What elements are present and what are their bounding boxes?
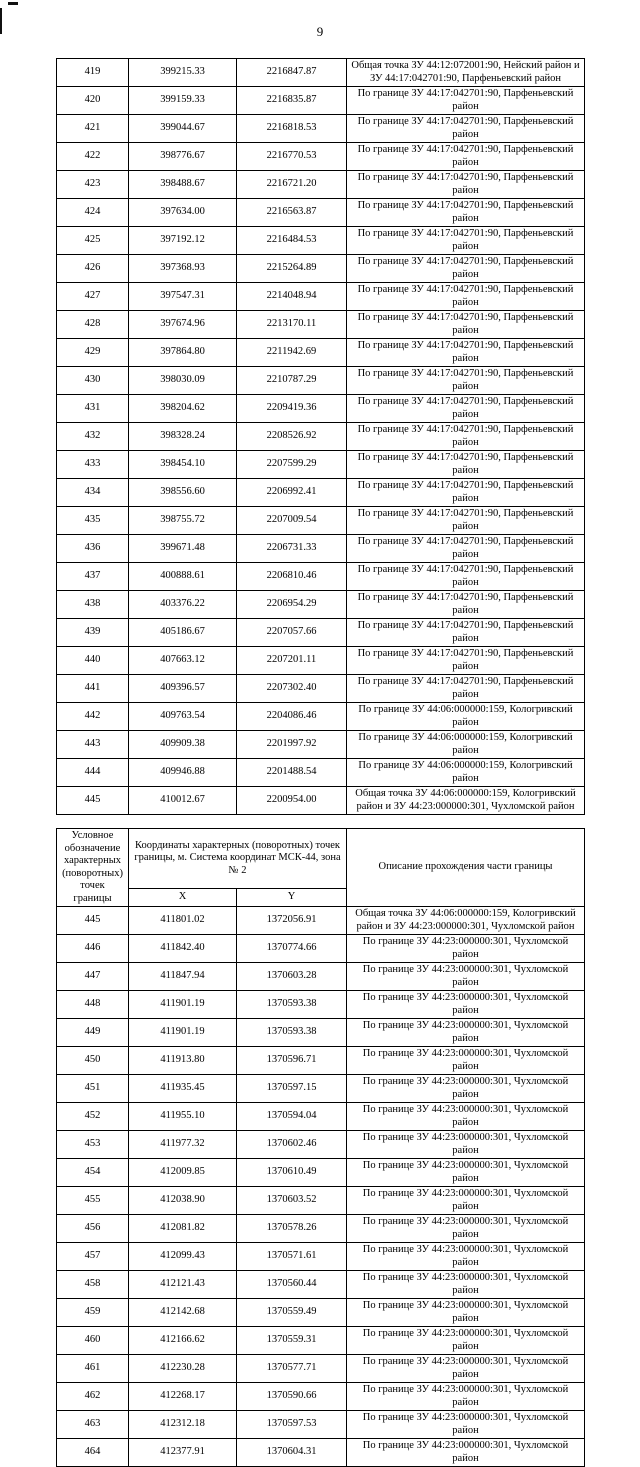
table-row [57, 1439, 585, 1467]
coord-x: 407663.12 [129, 647, 237, 675]
point-number: 421 [57, 115, 129, 143]
coord-x: 412099.43 [129, 1243, 237, 1271]
point-number: 424 [57, 199, 129, 227]
table-row [57, 423, 585, 451]
table-row [57, 1047, 585, 1075]
point-number: 436 [57, 535, 129, 563]
coord-x: 403376.22 [129, 591, 237, 619]
coordinates-table-2-body [57, 907, 585, 1467]
point-number: 462 [57, 1383, 129, 1411]
coord-y: 2200954.00 [237, 787, 347, 815]
point-number: 425 [57, 227, 129, 255]
boundary-description: По границе ЗУ 44:23:000000:301, Чухломской район [347, 1019, 585, 1047]
coord-x: 412230.28 [129, 1355, 237, 1383]
coord-x: 398030.09 [129, 367, 237, 395]
boundary-description: По границе ЗУ 44:17:042701:90, Парфеньевский район [347, 171, 585, 199]
point-number: 438 [57, 591, 129, 619]
coord-y: 2206810.46 [237, 563, 347, 591]
coord-y: 2209419.36 [237, 395, 347, 423]
table-row [57, 907, 585, 935]
column-header-x: X [129, 889, 237, 907]
point-number: 453 [57, 1131, 129, 1159]
point-number: 445 [57, 787, 129, 815]
coord-y: 2216770.53 [237, 143, 347, 171]
coord-x: 398454.10 [129, 451, 237, 479]
point-number: 446 [57, 935, 129, 963]
point-number: 423 [57, 171, 129, 199]
coord-x: 412268.17 [129, 1383, 237, 1411]
table-row [57, 703, 585, 731]
coord-x: 397547.31 [129, 283, 237, 311]
coord-y: 2206954.29 [237, 591, 347, 619]
point-number: 459 [57, 1299, 129, 1327]
boundary-description: По границе ЗУ 44:23:000000:301, Чухломской район [347, 1355, 585, 1383]
coord-y: 2211942.69 [237, 339, 347, 367]
point-number: 442 [57, 703, 129, 731]
boundary-description: По границе ЗУ 44:17:042701:90, Парфеньевский район [347, 395, 585, 423]
table-row [57, 935, 585, 963]
table-row [57, 1271, 585, 1299]
table-row [57, 283, 585, 311]
point-number: 449 [57, 1019, 129, 1047]
table-row [57, 255, 585, 283]
boundary-description: По границе ЗУ 44:17:042701:90, Парфеньевский район [347, 87, 585, 115]
boundary-description: По границе ЗУ 44:23:000000:301, Чухломской район [347, 1327, 585, 1355]
coord-y: 2216563.87 [237, 199, 347, 227]
boundary-description: По границе ЗУ 44:17:042701:90, Парфеньевский район [347, 199, 585, 227]
coord-y: 2215264.89 [237, 255, 347, 283]
coord-y: 1370571.61 [237, 1243, 347, 1271]
table-row [57, 1411, 585, 1439]
table-row [57, 339, 585, 367]
coord-x: 411901.19 [129, 991, 237, 1019]
point-number: 419 [57, 59, 129, 87]
boundary-description: По границе ЗУ 44:23:000000:301, Чухломской район [347, 1271, 585, 1299]
table-row [57, 535, 585, 563]
coord-x: 398755.72 [129, 507, 237, 535]
point-number: 432 [57, 423, 129, 451]
table-row [57, 507, 585, 535]
point-number: 441 [57, 675, 129, 703]
coord-x: 398776.67 [129, 143, 237, 171]
boundary-description: По границе ЗУ 44:23:000000:301, Чухломской район [347, 1243, 585, 1271]
point-number: 451 [57, 1075, 129, 1103]
table-row [57, 1327, 585, 1355]
table-row [57, 367, 585, 395]
table-row [57, 171, 585, 199]
point-number: 439 [57, 619, 129, 647]
coord-y: 2208526.92 [237, 423, 347, 451]
coord-y: 1370597.53 [237, 1411, 347, 1439]
table-row [57, 87, 585, 115]
coord-y: 2207057.66 [237, 619, 347, 647]
boundary-description: По границе ЗУ 44:17:042701:90, Парфеньевский район [347, 311, 585, 339]
point-number: 440 [57, 647, 129, 675]
coord-x: 410012.67 [129, 787, 237, 815]
table-row [57, 1019, 585, 1047]
point-number: 464 [57, 1439, 129, 1467]
coord-y: 2207599.29 [237, 451, 347, 479]
coord-y: 1370560.44 [237, 1271, 347, 1299]
coord-y: 1370590.66 [237, 1383, 347, 1411]
page-number: 9 [316, 24, 324, 39]
point-number: 427 [57, 283, 129, 311]
coord-y: 1370593.38 [237, 1019, 347, 1047]
table-row [57, 619, 585, 647]
boundary-description: Общая точка ЗУ 44:12:072001:90, Нейский район и ЗУ 44:17:042701:90, Парфеньевский район [347, 59, 585, 87]
point-number: 454 [57, 1159, 129, 1187]
point-number: 434 [57, 479, 129, 507]
boundary-description: По границе ЗУ 44:23:000000:301, Чухломской район [347, 1159, 585, 1187]
coord-y: 1370604.31 [237, 1439, 347, 1467]
coord-y: 2206992.41 [237, 479, 347, 507]
point-number: 457 [57, 1243, 129, 1271]
table-row [57, 115, 585, 143]
boundary-description: По границе ЗУ 44:17:042701:90, Парфеньевский район [347, 535, 585, 563]
column-header-coordinates: Координаты характерных (поворотных) точек границы, м. Система координат МСК-44, зона № 2 [129, 829, 347, 889]
boundary-description: По границе ЗУ 44:23:000000:301, Чухломской район [347, 1299, 585, 1327]
coord-x: 411842.40 [129, 935, 237, 963]
table-row [57, 759, 585, 787]
coord-y: 2204086.46 [237, 703, 347, 731]
coord-x: 398556.60 [129, 479, 237, 507]
boundary-description: По границе ЗУ 44:17:042701:90, Парфеньевский район [347, 675, 585, 703]
table-row [57, 1299, 585, 1327]
coord-x: 397674.96 [129, 311, 237, 339]
coord-x: 412121.43 [129, 1271, 237, 1299]
coord-x: 411977.32 [129, 1131, 237, 1159]
table-row [57, 675, 585, 703]
boundary-description: По границе ЗУ 44:23:000000:301, Чухломской район [347, 1439, 585, 1467]
boundary-description: По границе ЗУ 44:17:042701:90, Парфеньевский район [347, 619, 585, 647]
table-row [57, 1215, 585, 1243]
point-number: 444 [57, 759, 129, 787]
point-number: 429 [57, 339, 129, 367]
table-row [57, 731, 585, 759]
table-row [57, 395, 585, 423]
point-number: 463 [57, 1411, 129, 1439]
boundary-description: По границе ЗУ 44:23:000000:301, Чухломской район [347, 1047, 585, 1075]
scan-artifact [0, 8, 2, 34]
coord-y: 1370577.71 [237, 1355, 347, 1383]
point-number: 435 [57, 507, 129, 535]
coord-x: 412166.62 [129, 1327, 237, 1355]
point-number: 426 [57, 255, 129, 283]
coord-y: 1370603.28 [237, 963, 347, 991]
point-number: 445 [57, 907, 129, 935]
coord-x: 409396.57 [129, 675, 237, 703]
coordinates-table-1-body [57, 59, 585, 815]
coord-x: 411913.80 [129, 1047, 237, 1075]
coord-x: 397634.00 [129, 199, 237, 227]
table-row [57, 199, 585, 227]
table-row [57, 1355, 585, 1383]
coord-x: 412009.85 [129, 1159, 237, 1187]
table-row [57, 479, 585, 507]
coord-x: 409763.54 [129, 703, 237, 731]
coord-y: 2201488.54 [237, 759, 347, 787]
boundary-description: По границе ЗУ 44:17:042701:90, Парфеньевский район [347, 647, 585, 675]
coord-y: 1372056.91 [237, 907, 347, 935]
point-number: 456 [57, 1215, 129, 1243]
boundary-description: По границе ЗУ 44:17:042701:90, Парфеньевский район [347, 591, 585, 619]
table-row [57, 451, 585, 479]
point-number: 443 [57, 731, 129, 759]
boundary-description: По границе ЗУ 44:23:000000:301, Чухломской район [347, 1103, 585, 1131]
point-number: 458 [57, 1271, 129, 1299]
table-row [57, 647, 585, 675]
table-row [57, 1243, 585, 1271]
coord-y: 1370602.46 [237, 1131, 347, 1159]
table-row [57, 1187, 585, 1215]
coord-y: 2216847.87 [237, 59, 347, 87]
coord-y: 2206731.33 [237, 535, 347, 563]
coord-y: 1370594.04 [237, 1103, 347, 1131]
coord-x: 412312.18 [129, 1411, 237, 1439]
point-number: 437 [57, 563, 129, 591]
boundary-description: По границе ЗУ 44:06:000000:159, Кологривский район [347, 703, 585, 731]
boundary-description: По границе ЗУ 44:17:042701:90, Парфеньевский район [347, 115, 585, 143]
boundary-description: Общая точка ЗУ 44:06:000000:159, Кологривский район и ЗУ 44:23:000000:301, Чухломской район [347, 907, 585, 935]
coord-y: 1370774.66 [237, 935, 347, 963]
boundary-description: По границе ЗУ 44:23:000000:301, Чухломской район [347, 1411, 585, 1439]
boundary-description: Общая точка ЗУ 44:06:000000:159, Кологривский район и ЗУ 44:23:000000:301, Чухломской район [347, 787, 585, 815]
table-row [57, 1103, 585, 1131]
table-row [57, 311, 585, 339]
coord-x: 399215.33 [129, 59, 237, 87]
coord-x: 409946.88 [129, 759, 237, 787]
scan-artifact [8, 2, 18, 5]
boundary-description: По границе ЗУ 44:17:042701:90, Парфеньевский район [347, 339, 585, 367]
coord-x: 411801.02 [129, 907, 237, 935]
boundary-description: По границе ЗУ 44:17:042701:90, Парфеньевский район [347, 283, 585, 311]
coord-x: 397864.80 [129, 339, 237, 367]
table-row [57, 563, 585, 591]
coord-y: 2207302.40 [237, 675, 347, 703]
boundary-description: По границе ЗУ 44:23:000000:301, Чухломской район [347, 1131, 585, 1159]
column-header-y: Y [237, 889, 347, 907]
boundary-description: По границе ЗУ 44:17:042701:90, Парфеньевский район [347, 507, 585, 535]
boundary-description: По границе ЗУ 44:17:042701:90, Парфеньевский район [347, 227, 585, 255]
coordinates-table-continued [56, 58, 585, 815]
table-row [57, 227, 585, 255]
coord-x: 412142.68 [129, 1299, 237, 1327]
coord-y: 1370596.71 [237, 1047, 347, 1075]
coord-y: 1370593.38 [237, 991, 347, 1019]
boundary-description: По границе ЗУ 44:23:000000:301, Чухломской район [347, 963, 585, 991]
boundary-description: По границе ЗУ 44:17:042701:90, Парфеньевский район [347, 423, 585, 451]
point-number: 460 [57, 1327, 129, 1355]
coord-x: 411955.10 [129, 1103, 237, 1131]
point-number: 447 [57, 963, 129, 991]
boundary-description: По границе ЗУ 44:23:000000:301, Чухломской район [347, 991, 585, 1019]
table-row [57, 1159, 585, 1187]
coord-y: 2207201.11 [237, 647, 347, 675]
table-row [57, 1075, 585, 1103]
boundary-description: По границе ЗУ 44:23:000000:301, Чухломской район [347, 1383, 585, 1411]
coord-y: 1370610.49 [237, 1159, 347, 1187]
coord-x: 398488.67 [129, 171, 237, 199]
point-number: 422 [57, 143, 129, 171]
table-row [57, 1383, 585, 1411]
coord-x: 397368.93 [129, 255, 237, 283]
coord-x: 399159.33 [129, 87, 237, 115]
coord-x: 411847.94 [129, 963, 237, 991]
coord-y: 2216484.53 [237, 227, 347, 255]
coord-y: 2216721.20 [237, 171, 347, 199]
coord-y: 1370559.49 [237, 1299, 347, 1327]
table-row [57, 787, 585, 815]
boundary-description: По границе ЗУ 44:17:042701:90, Парфеньевский район [347, 479, 585, 507]
coord-y: 2201997.92 [237, 731, 347, 759]
coord-x: 411901.19 [129, 1019, 237, 1047]
coord-y: 1370597.15 [237, 1075, 347, 1103]
table-row [57, 591, 585, 619]
coord-x: 400888.61 [129, 563, 237, 591]
point-number: 461 [57, 1355, 129, 1383]
coord-x: 399044.67 [129, 115, 237, 143]
point-number: 433 [57, 451, 129, 479]
table-row [57, 991, 585, 1019]
boundary-description: По границе ЗУ 44:06:000000:159, Кологривский район [347, 731, 585, 759]
coord-x: 412038.90 [129, 1187, 237, 1215]
coord-x: 397192.12 [129, 227, 237, 255]
coord-y: 2213170.11 [237, 311, 347, 339]
boundary-description: По границе ЗУ 44:23:000000:301, Чухломской район [347, 1187, 585, 1215]
point-number: 428 [57, 311, 129, 339]
column-header-description: Описание прохождения части границы [347, 829, 585, 907]
coord-y: 2216818.53 [237, 115, 347, 143]
column-header-point-designation: Условное обозначение характерных (поворотных) точек границы [57, 829, 129, 907]
coord-x: 405186.67 [129, 619, 237, 647]
coord-y: 2214048.94 [237, 283, 347, 311]
table-row [57, 59, 585, 87]
point-number: 452 [57, 1103, 129, 1131]
table-row [57, 1131, 585, 1159]
boundary-description: По границе ЗУ 44:17:042701:90, Парфеньевский район [347, 143, 585, 171]
boundary-description: По границе ЗУ 44:17:042701:90, Парфеньевский район [347, 255, 585, 283]
coord-x: 409909.38 [129, 731, 237, 759]
boundary-description: По границе ЗУ 44:23:000000:301, Чухломской район [347, 1075, 585, 1103]
point-number: 431 [57, 395, 129, 423]
coord-x: 411935.45 [129, 1075, 237, 1103]
coord-y: 2210787.29 [237, 367, 347, 395]
point-number: 448 [57, 991, 129, 1019]
point-number: 430 [57, 367, 129, 395]
boundary-description: По границе ЗУ 44:17:042701:90, Парфеньевский район [347, 451, 585, 479]
boundary-description: По границе ЗУ 44:06:000000:159, Кологривский район [347, 759, 585, 787]
table-row [57, 143, 585, 171]
coord-y: 1370578.26 [237, 1215, 347, 1243]
coord-x: 398328.24 [129, 423, 237, 451]
boundary-description: По границе ЗУ 44:17:042701:90, Парфеньевский район [347, 367, 585, 395]
coord-x: 412081.82 [129, 1215, 237, 1243]
coord-y: 2216835.87 [237, 87, 347, 115]
boundary-description: По границе ЗУ 44:23:000000:301, Чухломской район [347, 935, 585, 963]
point-number: 420 [57, 87, 129, 115]
boundary-description: По границе ЗУ 44:23:000000:301, Чухломской район [347, 1215, 585, 1243]
table-row [57, 963, 585, 991]
coord-y: 1370603.52 [237, 1187, 347, 1215]
coord-y: 1370559.31 [237, 1327, 347, 1355]
coordinates-table-msk44-zone2 [56, 828, 585, 1467]
boundary-description: По границе ЗУ 44:17:042701:90, Парфеньевский район [347, 563, 585, 591]
point-number: 450 [57, 1047, 129, 1075]
coord-x: 399671.48 [129, 535, 237, 563]
point-number: 455 [57, 1187, 129, 1215]
coord-x: 412377.91 [129, 1439, 237, 1467]
coord-x: 398204.62 [129, 395, 237, 423]
coord-y: 2207009.54 [237, 507, 347, 535]
